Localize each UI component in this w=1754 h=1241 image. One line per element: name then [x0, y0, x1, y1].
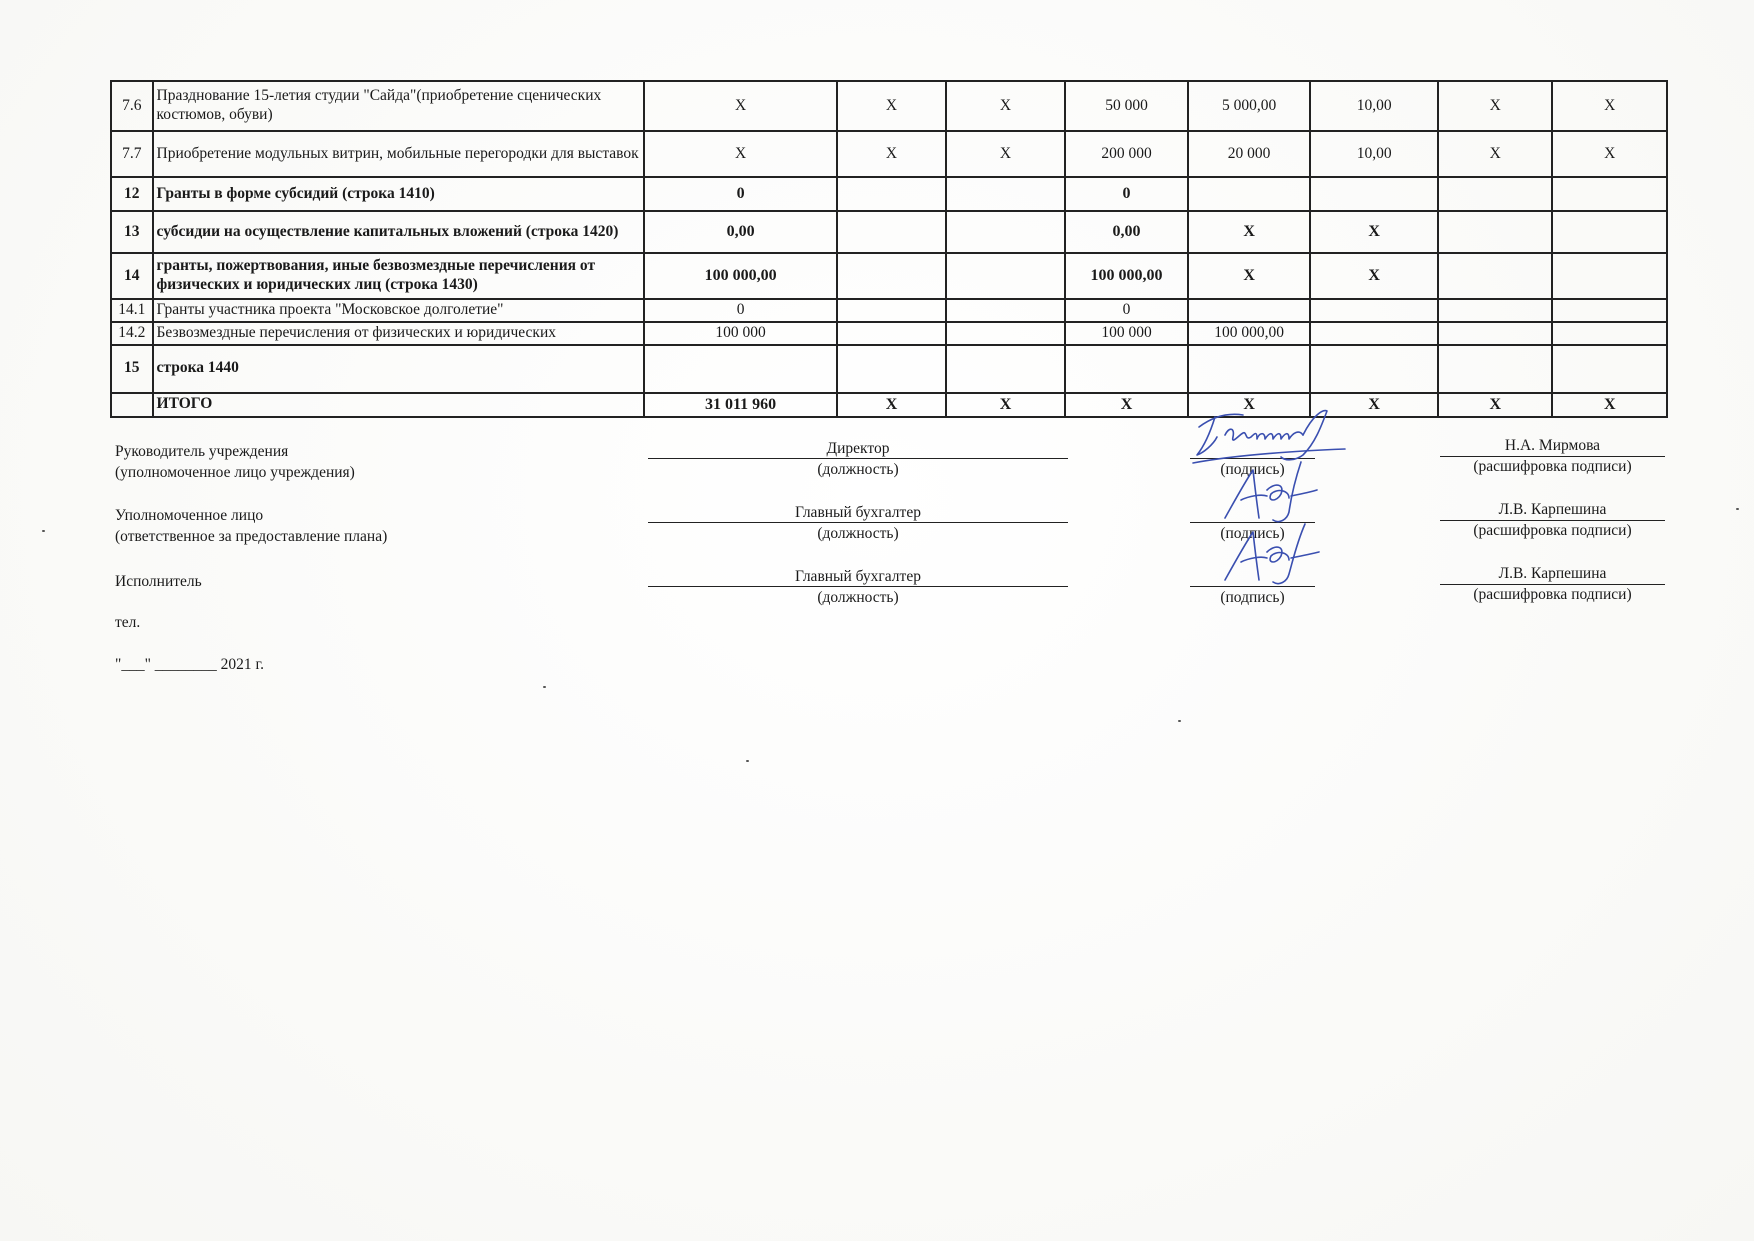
row-value-cell: X	[644, 81, 837, 131]
row-value-cell: 100 000	[644, 322, 837, 345]
table-row	[111, 253, 1667, 299]
row-value-cell: X	[1310, 211, 1438, 253]
row-value-cell: 20 000	[1188, 131, 1311, 177]
head-position-caption: (должность)	[817, 461, 899, 478]
row-number-cell: 7.7	[111, 131, 153, 177]
row-value-cell: X	[1438, 81, 1552, 131]
row-value-cell: 100 000,00	[1188, 322, 1311, 345]
row-value-cell: 0	[644, 177, 837, 211]
row-value-cell	[1310, 322, 1438, 345]
authorized-handwritten-signature	[1205, 460, 1335, 530]
scan-speck	[1736, 508, 1739, 510]
head-label: Руководитель учреждения	[115, 443, 289, 460]
row-value-cell	[1310, 299, 1438, 322]
executor-handwritten-signature	[1205, 522, 1335, 592]
row-value-cell	[1552, 345, 1667, 393]
row-value-cell	[1438, 345, 1552, 393]
row-value-cell: X	[1552, 81, 1667, 131]
authorized-label: Уполномоченное лицо	[115, 507, 264, 524]
row-value-cell: X	[1438, 131, 1552, 177]
row-description-cell: строка 1440	[153, 345, 644, 393]
row-value-cell	[1065, 345, 1188, 393]
head-name: Н.А. Мирмова	[1504, 437, 1601, 454]
row-description-cell: гранты, пожертвования, иные безвозмездные перечисления от физических и юридических лиц (строка 1430)	[153, 253, 644, 299]
row-value-cell: 0,00	[1065, 211, 1188, 253]
row-value-cell: 0	[644, 299, 837, 322]
row-value-cell: X	[1310, 393, 1438, 417]
row-number-cell: 15	[111, 345, 153, 393]
row-value-cell: X	[1310, 253, 1438, 299]
row-description-cell: субсидии на осуществление капитальных вложений (строка 1420)	[153, 211, 644, 253]
row-value-cell	[837, 299, 945, 322]
authorized-name-caption: (расшифровка подписи)	[1473, 522, 1632, 539]
row-description-cell: Гранты участника проекта "Московское долголетие"	[153, 299, 644, 322]
row-value-cell: 100 000	[1065, 322, 1188, 345]
row-description-cell: Приобретение модульных витрин, мобильные перегородки для выставок	[153, 131, 644, 177]
row-value-cell: 200 000	[1065, 131, 1188, 177]
row-value-cell	[1188, 345, 1311, 393]
row-value-cell	[946, 253, 1066, 299]
row-value-cell: X	[1188, 211, 1311, 253]
row-value-cell: X	[1438, 393, 1552, 417]
row-value-cell	[946, 299, 1066, 322]
row-value-cell	[946, 322, 1066, 345]
row-value-cell: 10,00	[1310, 81, 1438, 131]
row-value-cell: X	[1065, 393, 1188, 417]
authorized-position-line	[648, 522, 1068, 523]
row-value-cell: X	[1188, 393, 1311, 417]
row-description-cell: ИТОГО	[153, 393, 644, 417]
row-value-cell	[946, 211, 1066, 253]
row-value-cell: X	[946, 131, 1066, 177]
authorized-sublabel: (ответственное за предоставление плана)	[115, 528, 388, 545]
row-value-cell: 5 000,00	[1188, 81, 1311, 131]
authorized-name: Л.В. Карпешина	[1498, 501, 1607, 518]
row-value-cell	[1438, 253, 1552, 299]
financial-plan-table	[110, 80, 1668, 418]
row-value-cell: 100 000,00	[644, 253, 837, 299]
head-position-line	[648, 458, 1068, 459]
executor-name-line	[1440, 584, 1665, 585]
row-value-cell: 0	[1065, 177, 1188, 211]
row-value-cell	[1188, 177, 1311, 211]
row-number-cell: 12	[111, 177, 153, 211]
row-value-cell	[1310, 177, 1438, 211]
row-value-cell: 31 011 960	[644, 393, 837, 417]
row-value-cell	[946, 177, 1066, 211]
head-position: Директор	[826, 440, 890, 457]
scan-speck	[746, 760, 749, 762]
row-value-cell: 100 000,00	[1065, 253, 1188, 299]
head-sublabel: (уполномоченное лицо учреждения)	[115, 464, 355, 481]
row-value-cell	[837, 211, 945, 253]
row-value-cell: X	[946, 81, 1066, 131]
table-row	[111, 177, 1667, 211]
row-value-cell	[1552, 211, 1667, 253]
table-row	[111, 393, 1667, 417]
authorized-signature-caption: (подпись)	[1220, 525, 1285, 542]
row-value-cell: 0	[1065, 299, 1188, 322]
row-value-cell	[837, 177, 945, 211]
row-value-cell	[1438, 211, 1552, 253]
row-value-cell	[1438, 322, 1552, 345]
executor-position-line	[648, 586, 1068, 587]
authorized-position-caption: (должность)	[817, 525, 899, 542]
executor-name-caption: (расшифровка подписи)	[1473, 586, 1632, 603]
row-number-cell: 14	[111, 253, 153, 299]
authorized-name-line	[1440, 520, 1665, 521]
table-row	[111, 211, 1667, 253]
row-value-cell: X	[1552, 131, 1667, 177]
row-value-cell	[1188, 299, 1311, 322]
row-number-cell	[111, 393, 153, 417]
executor-name: Л.В. Карпешина	[1498, 565, 1607, 582]
row-value-cell: X	[837, 81, 945, 131]
row-number-cell: 13	[111, 211, 153, 253]
row-description-cell: Гранты в форме субсидий (строка 1410)	[153, 177, 644, 211]
row-value-cell: 0,00	[644, 211, 837, 253]
row-value-cell: X	[1188, 253, 1311, 299]
row-value-cell	[1552, 322, 1667, 345]
head-signature-caption: (подпись)	[1220, 461, 1285, 478]
executor-position-caption: (должность)	[817, 589, 899, 606]
row-value-cell	[1310, 345, 1438, 393]
row-value-cell: X	[946, 393, 1066, 417]
table-row	[111, 131, 1667, 177]
date-line: "___" ________ 2021 г.	[115, 656, 265, 673]
head-name-caption: (расшифровка подписи)	[1473, 458, 1632, 475]
row-number-cell: 14.1	[111, 299, 153, 322]
row-value-cell	[1552, 177, 1667, 211]
row-value-cell	[1438, 299, 1552, 322]
row-value-cell: 10,00	[1310, 131, 1438, 177]
scan-speck	[543, 686, 546, 688]
row-value-cell	[837, 253, 945, 299]
row-number-cell: 14.2	[111, 322, 153, 345]
row-value-cell: X	[1552, 393, 1667, 417]
row-value-cell	[1438, 177, 1552, 211]
row-value-cell	[837, 345, 945, 393]
row-value-cell	[644, 345, 837, 393]
authorized-position: Главный бухгалтер	[795, 504, 921, 521]
table-row	[111, 322, 1667, 345]
row-value-cell: X	[837, 393, 945, 417]
row-value-cell	[946, 345, 1066, 393]
table-row	[111, 299, 1667, 322]
row-value-cell	[1552, 299, 1667, 322]
row-value-cell: X	[837, 131, 945, 177]
executor-label: Исполнитель	[115, 573, 202, 590]
scan-speck	[42, 530, 45, 532]
row-value-cell: X	[644, 131, 837, 177]
row-value-cell	[1552, 253, 1667, 299]
row-value-cell: 50 000	[1065, 81, 1188, 131]
row-value-cell	[837, 322, 945, 345]
executor-signature-caption: (подпись)	[1220, 589, 1285, 606]
executor-position: Главный бухгалтер	[795, 568, 921, 585]
scan-speck	[1178, 720, 1181, 722]
table-row	[111, 81, 1667, 131]
head-name-line	[1440, 456, 1665, 457]
table-row	[111, 345, 1667, 393]
phone-label: тел.	[115, 614, 141, 631]
row-number-cell: 7.6	[111, 81, 153, 131]
row-description-cell: Безвозмездные перечисления от физических и юридических	[153, 322, 644, 345]
row-description-cell: Празднование 15-летия студии "Сайда"(приобретение сценических костюмов, обуви)	[153, 81, 644, 131]
